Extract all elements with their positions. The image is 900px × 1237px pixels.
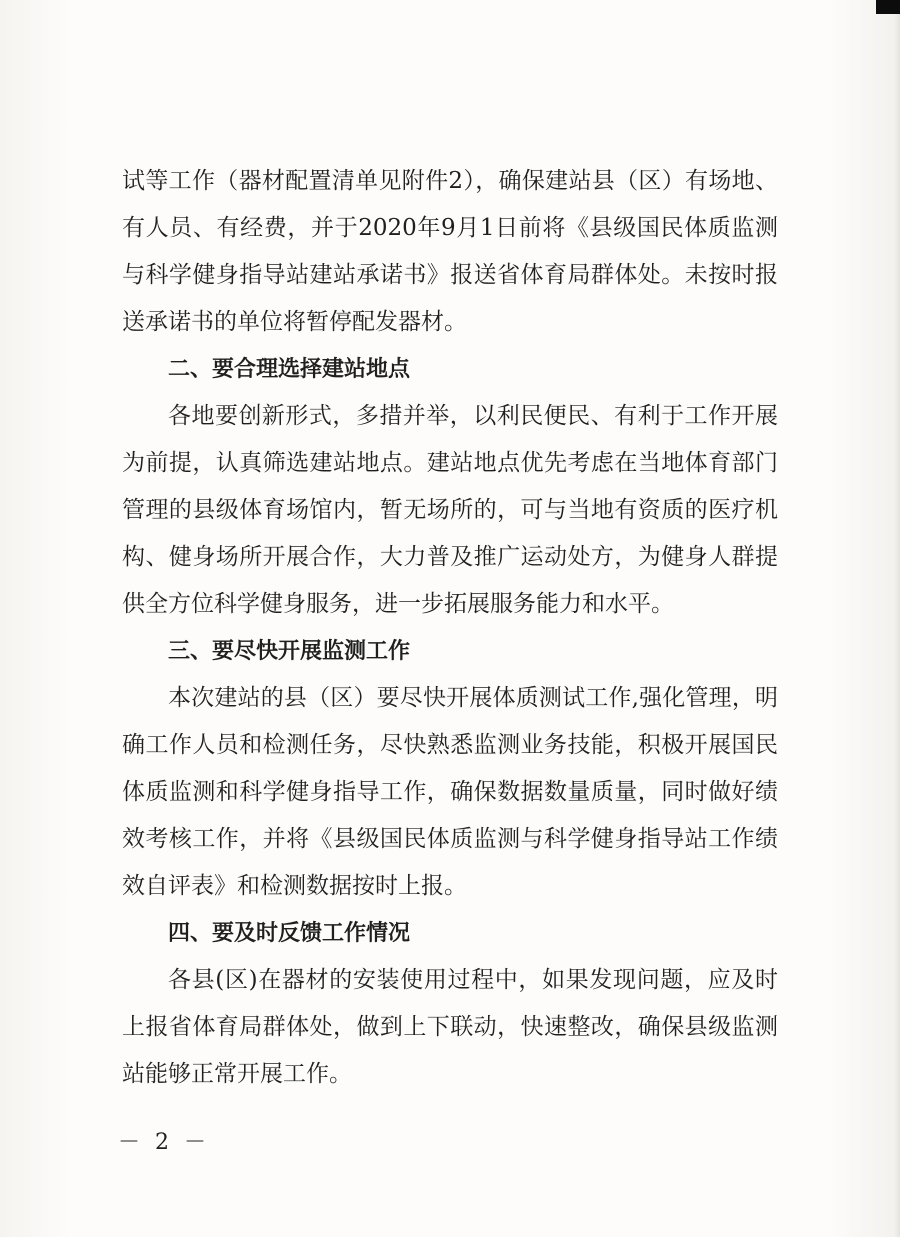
paragraph-monitoring-work: 本次建站的县（区）要尽快开展体质测试工作,强化管理，明确工作人员和检测任务，尽快熟悉监测业务技能，积极开展国民体质监测和科学健身指导工作，确保数据数量质量，同时做好绩效考核工作，并将《县级国民体质监测与科学健身指导站工作绩效自评表》和检测数据按时上报。 [122, 685, 778, 899]
paragraph-site-selection: 各地要创新形式，多措并举，以利民便民、有利于工作开展为前提，认真筛选建站地点。建站地点优先考虑在当地体育部门管理的县级体育场馆内，暂无场所的，可与当地有资质的医疗机构、健身场所开展合作，大力普及推广运动处方，为健身人群提供全方位科学健身服务，进一步拓展服务能力和水平。 [122, 403, 778, 617]
section-heading-3: 三、要尽快开展监测工作 [168, 639, 411, 664]
paragraph-feedback: 各县(区)在器材的安装使用过程中，如果发现问题，应及时上报省体育局群体处，做到上下联动，快速整改，确保县级监测站能够正常开展工作。 [122, 967, 778, 1087]
document-body [122, 158, 778, 1098]
page-edge-shadow [894, 0, 900, 1237]
section-heading-2: 二、要合理选择建站地点 [168, 357, 411, 382]
paragraph-continuation: 试等工作（器材配置清单见附件2），确保建站县（区）有场地、有人员、有经费，并于2020年9月1日前将《县级国民体质监测与科学健身指导站建站承诺书》报送省体育局群体处。未按时报送承诺书的单位将暂停配发器材。 [122, 168, 778, 335]
page-number: － 2 － [118, 1130, 210, 1155]
section-heading-4: 四、要及时反馈工作情况 [168, 921, 411, 946]
scan-corner-mark [876, 0, 900, 14]
